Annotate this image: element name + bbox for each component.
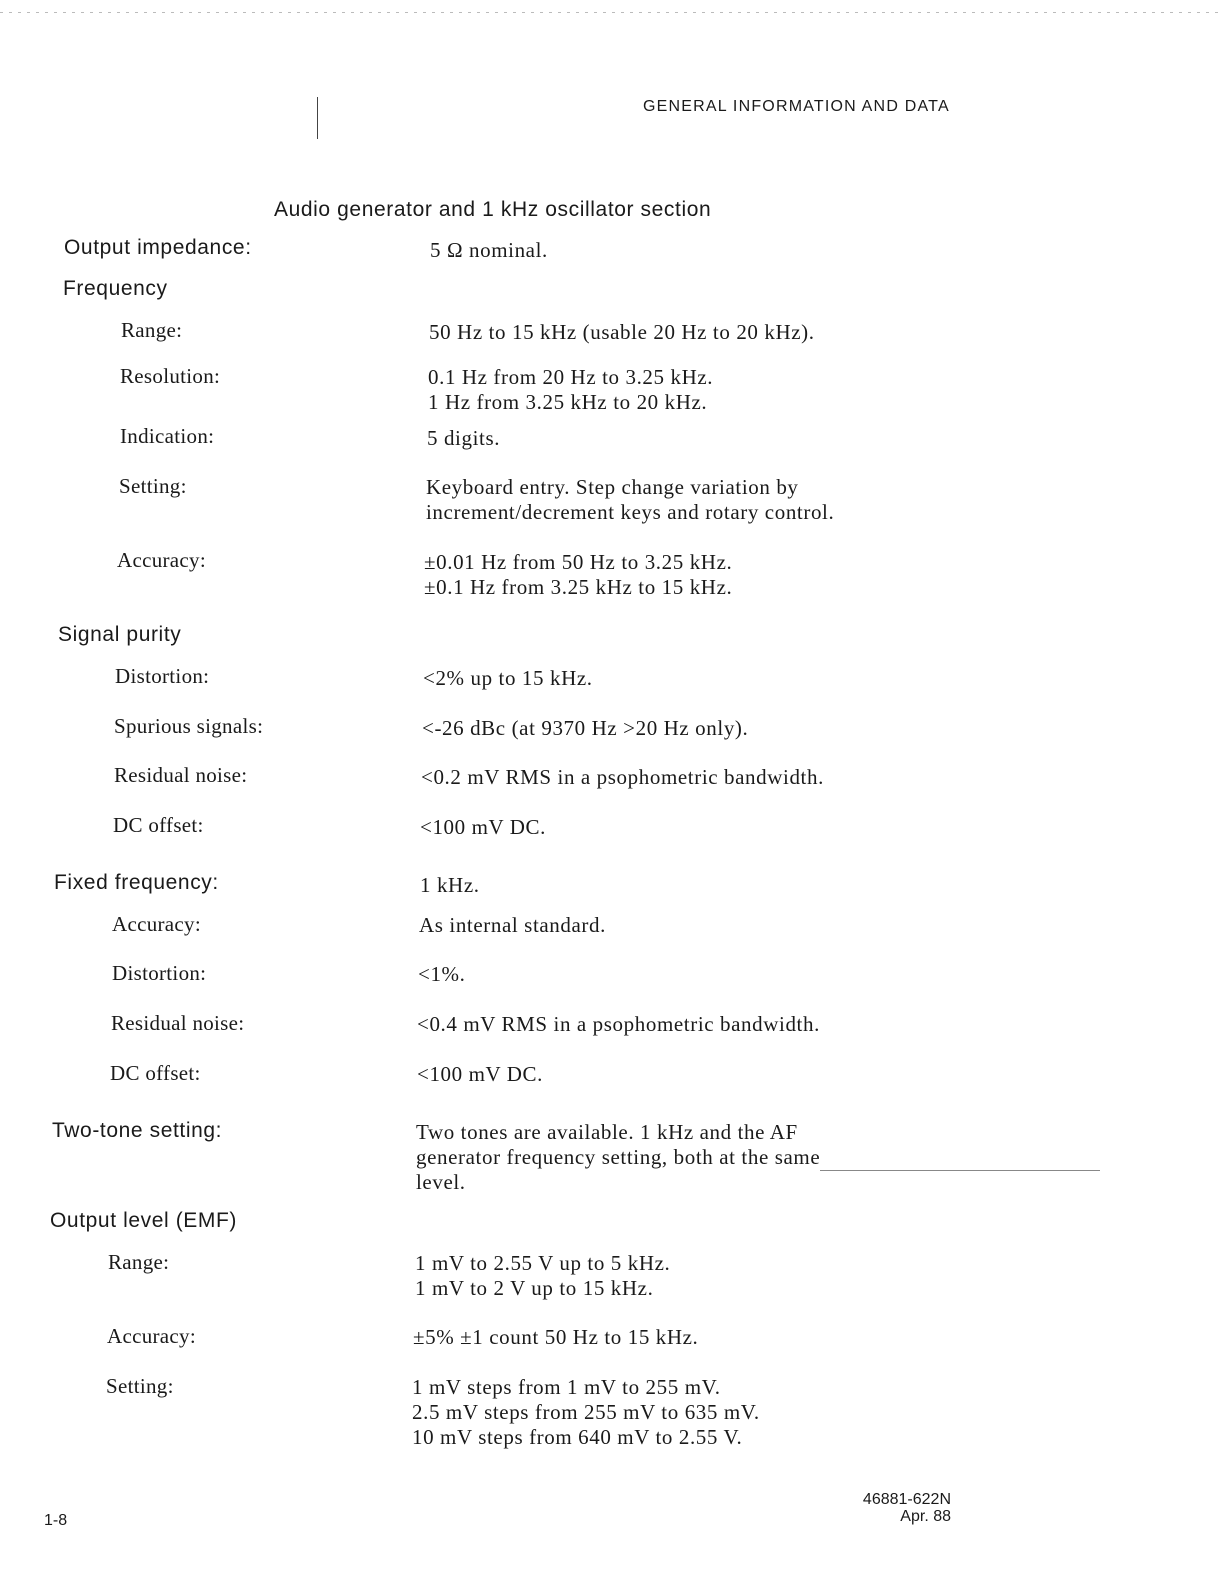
sp-distortion-label: Distortion: — [115, 664, 210, 688]
output-impedance-value: 5 Ω nominal. — [430, 238, 548, 262]
page-header: GENERAL INFORMATION AND DATA — [643, 98, 950, 115]
two-tone-line: generator frequency setting, both at the same — [416, 1145, 821, 1169]
ol-accuracy-label: Accuracy: — [107, 1324, 196, 1348]
ol-range-line: 1 mV to 2.55 V up to 5 kHz. — [415, 1251, 671, 1275]
frequency-resolution-label: Resolution: — [120, 364, 221, 388]
sp-spurious-label: Spurious signals: — [114, 714, 264, 738]
sp-residual-noise-value: <0.2 mV RMS in a psophometric bandwidth. — [421, 765, 824, 789]
page-number: 1-8 — [44, 1512, 68, 1529]
accuracy-line: ±0.1 Hz from 3.25 kHz to 15 kHz. — [424, 575, 733, 599]
ol-setting-value — [412, 1375, 760, 1450]
sp-distortion-value: <2% up to 15 kHz. — [423, 666, 593, 690]
frequency-accuracy-value — [424, 550, 732, 600]
output-impedance-label: Output impedance: — [64, 236, 252, 259]
margin-rule — [317, 97, 318, 139]
ol-setting-line: 1 mV steps from 1 mV to 255 mV. — [412, 1375, 721, 1399]
two-tone-line: level. — [416, 1170, 466, 1194]
ol-range-line: 1 mV to 2 V up to 15 kHz. — [415, 1276, 654, 1300]
ff-accuracy-value: As internal standard. — [419, 913, 606, 937]
frequency-resolution-value — [428, 365, 713, 415]
sp-spurious-value: <-26 dBc (at 9370 Hz >20 Hz only). — [422, 716, 749, 740]
two-tone-line: Two tones are available. 1 kHz and the AF — [416, 1120, 798, 1144]
fixed-frequency-label: Fixed frequency: — [54, 871, 219, 894]
ol-setting-line: 10 mV steps from 640 mV to 2.55 V. — [412, 1425, 743, 1449]
ff-residual-noise-value: <0.4 mV RMS in a psophometric bandwidth. — [417, 1012, 820, 1036]
resolution-line: 1 Hz from 3.25 kHz to 20 kHz. — [428, 390, 708, 414]
two-tone-label: Two-tone setting: — [52, 1119, 223, 1142]
ol-range-value — [415, 1251, 670, 1301]
ff-distortion-value: <1%. — [418, 962, 466, 986]
ff-dc-offset-value: <100 mV DC. — [417, 1062, 543, 1086]
output-level-heading: Output level (EMF) — [50, 1209, 238, 1232]
ff-accuracy-label: Accuracy: — [112, 912, 201, 936]
frequency-indication-label: Indication: — [120, 424, 215, 448]
ol-setting-line: 2.5 mV steps from 255 mV to 635 mV. — [412, 1400, 760, 1424]
accuracy-line: ±0.01 Hz from 50 Hz to 3.25 kHz. — [424, 550, 733, 574]
two-tone-value — [416, 1120, 820, 1195]
scan-underline-artifact — [820, 1170, 1100, 1171]
resolution-line: 0.1 Hz from 20 Hz to 3.25 kHz. — [428, 365, 714, 389]
frequency-indication-value: 5 digits. — [427, 426, 501, 450]
signal-purity-heading: Signal purity — [58, 623, 182, 646]
frequency-range-value: 50 Hz to 15 kHz (usable 20 Hz to 20 kHz). — [429, 320, 815, 344]
frequency-setting-label: Setting: — [119, 474, 187, 498]
sp-dc-offset-value: <100 mV DC. — [420, 815, 546, 839]
ol-setting-label: Setting: — [106, 1374, 174, 1398]
sp-dc-offset-label: DC offset: — [113, 813, 204, 837]
ff-distortion-label: Distortion: — [112, 961, 207, 985]
setting-line: increment/decrement keys and rotary control. — [426, 500, 835, 524]
doc-reference — [863, 1491, 951, 1525]
scan-artifact-line — [0, 12, 1224, 13]
fixed-frequency-value: 1 kHz. — [420, 873, 480, 897]
setting-line: Keyboard entry. Step change variation by — [426, 475, 799, 499]
sp-residual-noise-label: Residual noise: — [114, 763, 248, 787]
ff-dc-offset-label: DC offset: — [110, 1061, 201, 1085]
frequency-accuracy-label: Accuracy: — [117, 548, 206, 572]
section-title: Audio generator and 1 kHz oscillator section — [274, 198, 712, 221]
frequency-range-label: Range: — [121, 318, 183, 342]
frequency-setting-value — [426, 475, 834, 525]
ff-residual-noise-label: Residual noise: — [111, 1011, 245, 1035]
ol-range-label: Range: — [108, 1250, 170, 1274]
doc-number: 46881-622N — [862, 1491, 951, 1508]
frequency-heading: Frequency — [63, 277, 168, 300]
doc-date: Apr. 88 — [900, 1508, 951, 1525]
ol-accuracy-value: ±5% ±1 count 50 Hz to 15 kHz. — [413, 1325, 699, 1349]
